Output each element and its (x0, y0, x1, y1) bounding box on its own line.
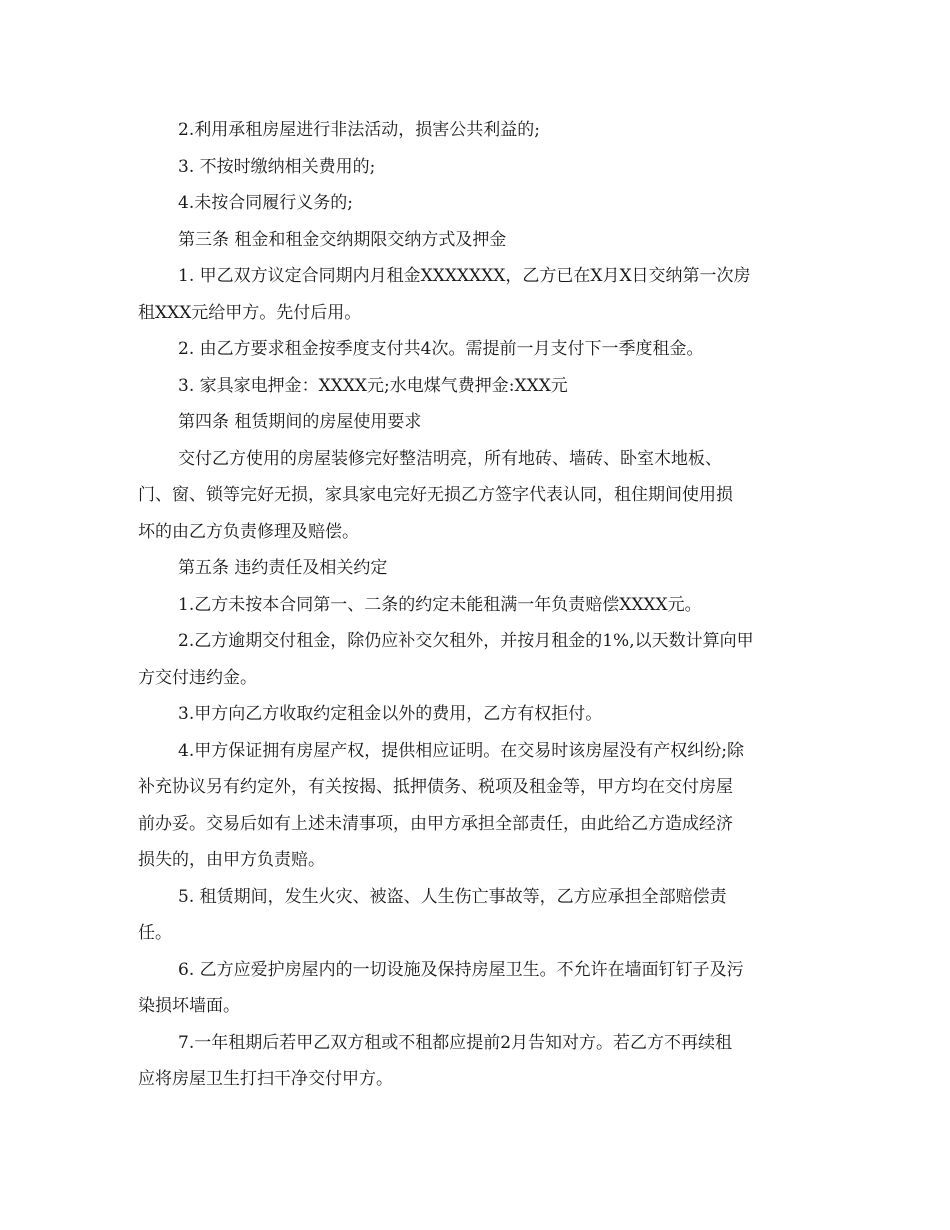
text-line: 染损坏墙面。 (138, 996, 240, 1016)
paragraph (138, 258, 818, 331)
paragraph (138, 733, 818, 879)
text-line: 应将房屋卫生打扫干净交付甲方。 (138, 1069, 393, 1089)
text-line: 方交付违约金。 (138, 667, 257, 688)
document-body (138, 112, 818, 1098)
text-line: 7.一年租期后若甲乙双方租或不租都应提前2月告知对方。若乙方不再续租 (178, 1032, 733, 1053)
text-line: 交付乙方使用的房屋装修完好整洁明亮，所有地砖、墙砖、卧室木地板、 (178, 448, 722, 469)
text-line: 第五条 违约责任及相关约定 (178, 558, 388, 578)
text-line: 2.乙方逾期交付租金，除仍应补交欠租外，并按月租金的1%,以天数计算向甲 (178, 631, 754, 651)
paragraph (138, 331, 818, 368)
text-line: 2.利用承租房屋进行非法活动，损害公共利益的; (178, 120, 540, 140)
text-line: 租XXX元给甲方。先付后用。 (138, 302, 362, 323)
text-line: 4.甲方保证拥有房屋产权，提供相应证明。在交易时该房屋没有产权纠纷;除 (178, 740, 744, 761)
paragraph (138, 185, 818, 222)
paragraph (138, 441, 818, 551)
text-line: 第三条 租金和租金交纳期限交纳方式及押金 (178, 229, 507, 250)
text-line: 任。 (138, 923, 172, 943)
text-line: 损失的，由甲方负责赔。 (138, 850, 325, 870)
text-line: 1.乙方未按本合同第一、二条的约定未能租满一年负责赔偿XXXX元。 (178, 594, 702, 615)
text-line: 第四条 租赁期间的房屋使用要求 (178, 412, 422, 432)
paragraph (138, 952, 818, 1025)
text-line: 5. 租赁期间，发生火灾、被盗、人生伤亡事故等，乙方应承担全部赔偿责 (178, 886, 727, 907)
text-line: 6. 乙方应爱护房屋内的一切设施及保持房屋卫生。不允许在墙面钉钉子及污 (178, 959, 744, 980)
paragraph (138, 550, 818, 587)
paragraph (138, 879, 818, 952)
text-line: 1. 甲乙双方议定合同期内月租金XXXXXXX，乙方已在X月X日交纳第一次房 (178, 266, 751, 286)
text-line: 前办妥。交易后如有上述未清事项，由甲方承担全部责任，由此给乙方造成经济 (138, 813, 733, 834)
text-line: 3.甲方向乙方收取约定租金以外的费用，乙方有权拒付。 (178, 704, 603, 724)
paragraph (138, 149, 818, 186)
paragraph (138, 404, 818, 441)
paragraph (138, 368, 818, 405)
paragraph (138, 587, 818, 624)
text-line: 门、窗、锁等完好无损，家具家电完好无损乙方签字代表认同，租住期间使用损 (138, 485, 733, 505)
paragraph (138, 696, 818, 733)
paragraph (138, 623, 818, 696)
text-line: 补充协议另有约定外，有关按揭、抵押债务、税项及租金等，甲方均在交付房屋 (138, 777, 733, 797)
paragraph (138, 112, 818, 149)
paragraph (138, 222, 818, 259)
text-line: 坏的由乙方负责修理及赔偿。 (138, 521, 359, 542)
text-line: 4.未按合同履行义务的; (178, 193, 353, 213)
text-line: 3. 不按时缴纳相关费用的; (178, 156, 376, 177)
text-line: 2. 由乙方要求租金按季度支付共4次。需提前一月支付下一季度租金。 (178, 339, 704, 359)
text-line: 3. 家具家电押金：XXXX元;水电煤气费押金:XXX元 (178, 375, 568, 396)
paragraph (138, 1025, 818, 1098)
